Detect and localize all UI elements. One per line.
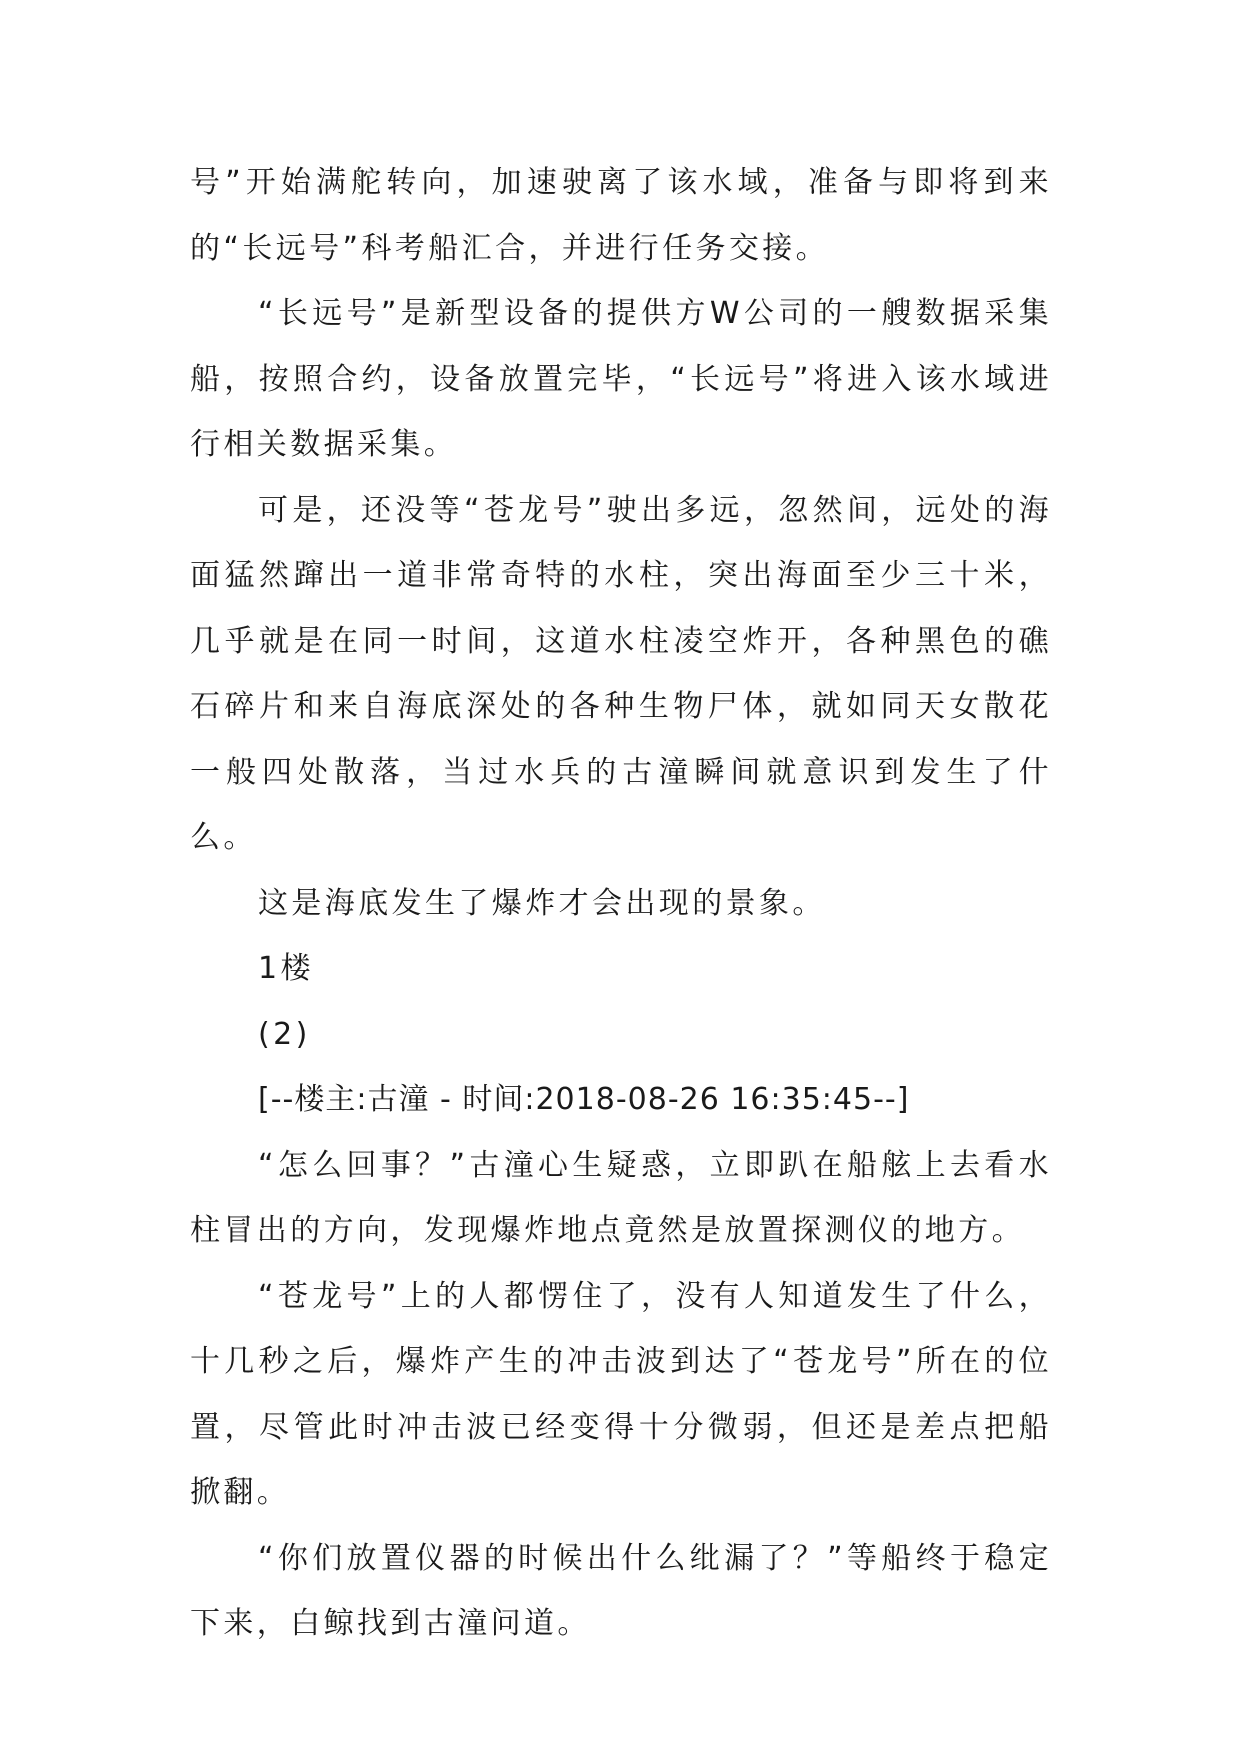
paragraph-explosion-scene: 这是海底发生了爆炸才会出现的景象。 xyxy=(258,885,826,921)
chapter-number: (2) xyxy=(258,1016,311,1052)
paragraph-changyuan-intro: “长远号”是新型设备的提供方W公司的一艘数据采集船，按照合约，设备放置完毕，“长远号”将进入该水域进行相关数据采集。 xyxy=(190,296,1052,462)
paragraph-continuation: 号”开始满舵转向，加速驶离了该水域，准备与即将到来的“长远号”科考船汇合，并进行任务交接。 xyxy=(190,165,1052,266)
paragraph-shockwave: “苍龙号”上的人都愣住了，没有人知道发生了什么，十几秒之后，爆炸产生的冲击波到达了“苍龙号”所在的位置，尽管此时冲击波已经变得十分微弱，但还是差点把船掀翻。 xyxy=(190,1278,1052,1510)
post-meta: [--楼主:古潼 - 时间:2018-08-26 16:35:45--] xyxy=(258,1082,910,1117)
paragraph-baijing-question: “你们放置仪器的时候出什么纰漏了？”等船终于稳定下来，白鲸找到古潼问道。 xyxy=(190,1540,1052,1641)
paragraph-gutong-question: “怎么回事？”古潼心生疑惑，立即趴在船舷上去看水柱冒出的方向，发现爆炸地点竟然是放置探测仪的地方。 xyxy=(190,1147,1052,1248)
paragraph-water-column: 可是，还没等“苍龙号”驶出多远，忽然间，远处的海面猛然蹿出一道非常奇特的水柱，突出海面至少三十米，几乎就是在同一时间，这道水柱凌空炸开，各种黑色的礁石碎片和来自海底深处的各种生物尸体，就如同天女散花一般四处散落，当过水兵的古潼瞬间就意识到发生了什么。 xyxy=(190,492,1052,855)
document-page xyxy=(190,150,1052,1657)
floor-label: 1楼 xyxy=(258,951,314,986)
